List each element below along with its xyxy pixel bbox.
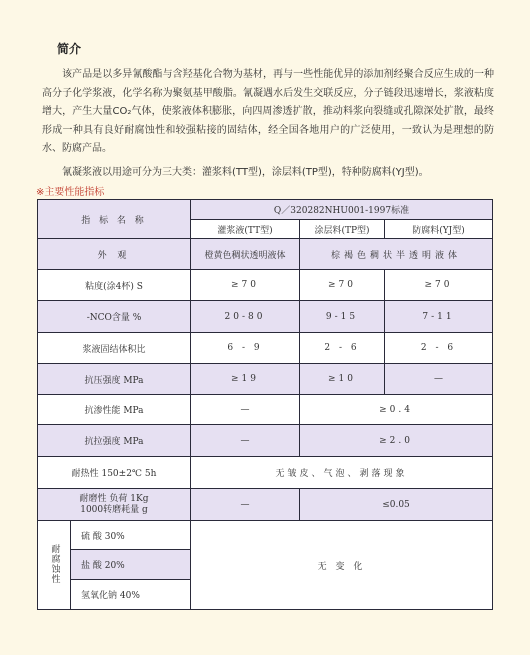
table-row: [38, 301, 493, 333]
cell-tp-yj: ≤0.05: [300, 489, 493, 521]
col-yj-header: 防腐料(YJ型): [385, 220, 493, 239]
corrosion-result: 无 变 化: [191, 521, 493, 610]
table-row: [38, 395, 493, 425]
table-row: [38, 521, 493, 550]
cell-tp: ≥10: [300, 364, 385, 395]
performance-table: [37, 199, 493, 610]
corrosion-item: 盐 酸 20%: [71, 550, 191, 580]
cell-tt: —: [191, 425, 300, 457]
cell-tt: —: [191, 395, 300, 425]
cell-tt: ≥19: [191, 364, 300, 395]
row-label: 抗拉强度 MPa: [38, 425, 191, 457]
row-label-line-1: 耐磨性 负荷 1Kg: [79, 493, 149, 504]
table-row: [38, 270, 493, 301]
col-tp-header: 涂层料(TP型): [300, 220, 385, 239]
cell-yj: 2 - 6: [385, 333, 493, 364]
cell-tt: —: [191, 489, 300, 521]
intro-paragraph-2: 氰凝浆液以用途可分为三大类：灌浆料(TT型)，涂层料(TP型)，特种防腐料(YJ型)。: [62, 167, 429, 178]
cell-tt: 6 - 9: [191, 333, 300, 364]
cell-tt: 20-80: [191, 301, 300, 333]
row-label-line-2: 1000转磨耗量 g: [80, 504, 148, 515]
table-row: [38, 364, 493, 395]
cell-tt: 橙黄色稠状透明液体: [191, 239, 300, 270]
corrosion-item: 氢氧化钠 40%: [71, 580, 191, 610]
col-tt-header: 灌浆液(TT型): [191, 220, 300, 239]
intro-paragraph-1: 该产品是以多异氰酸酯与含羟基化合物为基材，再与一些性能优异的添加剂经聚合反应生成的一种高分子化学浆液，化学名称为聚氨基甲酸脂。氰凝遇水后发生交联反应，分子链段迅速增长，浆液粘度增大，产生大量CO₂气体，使浆液体积膨胀，向四周渗透扩散，推动料浆向裂缝或孔隙深处扩散，最终形成一种具有良好耐腐蚀性和较强粘接的固结体，经全国各地用户的广泛使用，一致认为是理想的防水、防腐产品。: [42, 69, 494, 155]
index-name-header: 指 标 名 称: [38, 200, 191, 239]
cell-yj: ≥70: [385, 270, 493, 301]
intro-title: 简介: [57, 42, 82, 56]
table-row: [38, 489, 493, 521]
cell-tp-yj: ≥2.0: [300, 425, 493, 457]
cell-tp: 2 - 6: [300, 333, 385, 364]
cell-tp: ≥70: [300, 270, 385, 301]
table-row: [38, 425, 493, 457]
cell-tp: 9-15: [300, 301, 385, 333]
corrosion-group-label: 耐腐蚀性: [49, 543, 60, 584]
row-label: -NCO含量 %: [38, 301, 191, 333]
corrosion-item: 硫 酸 30%: [71, 521, 191, 550]
row-label: 耐热性 150±2℃ 5h: [38, 457, 191, 489]
section-title: ※主要性能指标: [36, 187, 105, 198]
row-label: [38, 489, 191, 521]
corrosion-group-cell: [38, 521, 71, 610]
cell-tt: ≥70: [191, 270, 300, 301]
table-row: [38, 333, 493, 364]
row-label: 外 观: [38, 239, 191, 270]
cell-tp-yj: ≥0.4: [300, 395, 493, 425]
cell-yj: —: [385, 364, 493, 395]
row-label: 抗渗性能 MPa: [38, 395, 191, 425]
cell-tp-yj: 棕褐色稠状半透明液体: [300, 239, 493, 270]
row-label: 浆液固结体积比: [38, 333, 191, 364]
row-label: 抗压强度 MPa: [38, 364, 191, 395]
cell-all: 无皱皮、气泡、剥落现象: [191, 457, 493, 489]
table-row: [38, 239, 493, 270]
table-header-row: [38, 200, 493, 220]
row-label: 粘度(涂4杯) S: [38, 270, 191, 301]
table-row: [38, 457, 493, 489]
cell-yj: 7-11: [385, 301, 493, 333]
standard-header: Q／320282NHU001-1997标准: [191, 200, 493, 220]
